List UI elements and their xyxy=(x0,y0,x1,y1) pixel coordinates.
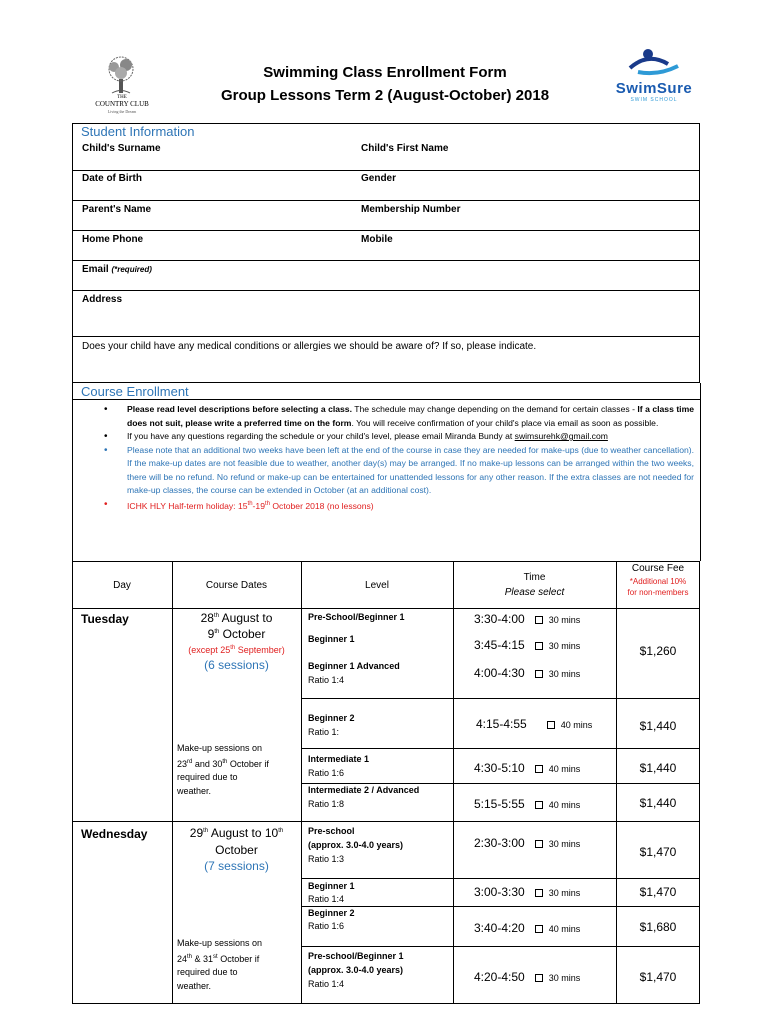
tuesday-group-fee: $1,260 xyxy=(639,644,677,658)
membership-number-label[interactable]: Membership Number xyxy=(361,204,461,215)
gender-label[interactable]: Gender xyxy=(361,173,397,184)
col-time-sub: Please select xyxy=(504,587,565,598)
ratio-label: Ratio 1:3 xyxy=(308,854,345,864)
logo-the: THE xyxy=(117,95,127,100)
level-label: Beginner 1 xyxy=(308,881,355,891)
wed-sessions: (7 sessions) xyxy=(204,859,269,873)
medical-question[interactable]: Does your child have any medical conditions or allergies we should be aware of? If so, please indicate. xyxy=(82,341,537,352)
contact-email-link[interactable]: swimsurehk@gmail.com xyxy=(514,431,608,441)
note-makeup: • Please note that an additional two weeks have been left at the end of the course in case they are needed for make-ups (due to weather cancellation). If the make-up dates are not feasible due to weather, another day(s) may be arranged. If no make-up lessons can be arranged within the two weeks, there will be no refund. No refund or make-up can be entertained for unattended lessons for any other reason. If the extra classes are not needed for make-up classes, the course can be extended in October (at an additional cost). xyxy=(82,444,694,498)
time-checkbox[interactable] xyxy=(535,765,543,773)
time-slot[interactable]: 3:40-4:20 40 mins xyxy=(474,921,581,935)
col-level: Level xyxy=(365,580,389,591)
level-sub: (approx. 3.0-4.0 years) xyxy=(308,965,404,975)
level-label: Beginner 2 xyxy=(308,908,355,918)
level-label: Beginner 2 xyxy=(308,713,355,723)
time-slot[interactable]: 4:30-5:10 40 mins xyxy=(474,761,581,775)
country-club-logo xyxy=(92,55,152,117)
course-enrollment-heading: Course Enrollment xyxy=(81,384,189,399)
level-label: Intermediate 1 xyxy=(308,754,370,764)
form-subtitle: Group Lessons Term 2 (August-October) 2018 xyxy=(220,87,550,104)
fee: $1,440 xyxy=(639,761,677,775)
time-slot[interactable]: 3:45-4:15 30 mins xyxy=(474,638,581,652)
wed-makeup: Make-up sessions on 24th & 31st October if required due to weather. xyxy=(177,938,263,991)
student-info-heading: Student Information xyxy=(81,124,195,139)
level-label: Beginner 1 Advanced xyxy=(308,661,400,671)
level-label: Pre-school xyxy=(308,826,355,836)
level-label: Intermediate 2 / Advanced xyxy=(308,785,420,795)
parents-name-label[interactable]: Parent's Name xyxy=(82,204,152,215)
ratio-label: Ratio 1:4 xyxy=(308,979,345,989)
email-label[interactable]: Email (*required) xyxy=(82,264,152,275)
time-checkbox[interactable] xyxy=(535,801,543,809)
form-title: Swimming Class Enrollment Form xyxy=(263,64,507,81)
tue-dates-line2: 9th October xyxy=(207,627,266,641)
logo-country-club: COUNTRY CLUB xyxy=(95,100,149,108)
childs-surname-label[interactable]: Child's Surname xyxy=(82,143,161,154)
course-notes xyxy=(82,403,694,513)
time-checkbox[interactable] xyxy=(535,974,543,982)
tue-dates-line1: 28th August to xyxy=(200,611,273,625)
level-label: Beginner 1 xyxy=(308,634,355,644)
col-time: Time xyxy=(523,572,546,583)
fee: $1,440 xyxy=(639,719,677,733)
time-slot[interactable]: 5:15-5:55 40 mins xyxy=(474,797,581,811)
level-label: Pre-School/Beginner 1 xyxy=(308,612,405,622)
fee: $1,470 xyxy=(639,845,677,859)
col-fee-sub: *Additional 10% for non-members xyxy=(627,577,689,597)
time-checkbox[interactable] xyxy=(535,670,543,678)
tue-sessions: (6 sessions) xyxy=(204,658,269,672)
level-label: Pre-school/Beginner 1 xyxy=(308,951,404,961)
ratio-label: Ratio 1:4 xyxy=(308,894,345,904)
tue-makeup: Make-up sessions on 23rd and 30th October if required due to weather. xyxy=(177,743,269,796)
time-slot[interactable]: 3:00-3:30 30 mins xyxy=(474,885,581,899)
note-level: • Please read level descriptions before selecting a class. The schedule may change depending on the demand for certain classes - If a class time does not suit, please write a preferred time on the form. You will receive confirmation of your child's place via email as soon as possible. xyxy=(82,403,694,430)
time-slot[interactable]: 4:15-4:55 40 mins xyxy=(476,717,593,731)
fee: $1,440 xyxy=(639,796,677,810)
ratio-label: Ratio 1: xyxy=(308,727,340,737)
time-checkbox[interactable] xyxy=(547,721,555,729)
time-slot[interactable]: 4:20-4:50 30 mins xyxy=(474,970,581,984)
wed-dates-line2: October xyxy=(215,843,258,857)
col-day: Day xyxy=(113,580,131,591)
fee: $1,470 xyxy=(639,970,677,984)
fee: $1,470 xyxy=(639,885,677,899)
ratio-label: Ratio 1:4 xyxy=(308,675,345,685)
swimsure-logo xyxy=(608,42,700,104)
time-checkbox[interactable] xyxy=(535,925,543,933)
fee: $1,680 xyxy=(639,920,677,934)
time-checkbox[interactable] xyxy=(535,840,543,848)
day-tuesday: Tuesday xyxy=(81,612,129,626)
time-checkbox[interactable] xyxy=(535,616,543,624)
note-contact: • If you have any questions regarding the schedule or your child's level, please email Miranda Bundy at swimsurehk@gmail.com xyxy=(82,430,694,444)
address-label[interactable]: Address xyxy=(82,294,123,305)
time-slot[interactable]: 4:00-4:30 30 mins xyxy=(474,666,581,680)
swimsure-sub: SWIM SCHOOL xyxy=(630,97,678,103)
time-slot[interactable]: 2:30-3:00 30 mins xyxy=(474,836,581,850)
col-fee: Course Fee xyxy=(631,563,685,574)
ratio-label: Ratio 1:8 xyxy=(308,799,345,809)
ratio-label: Ratio 1:6 xyxy=(308,921,345,931)
ratio-label: Ratio 1:6 xyxy=(308,768,345,778)
col-dates: Course Dates xyxy=(205,580,268,591)
mobile-label[interactable]: Mobile xyxy=(361,234,393,245)
home-phone-label[interactable]: Home Phone xyxy=(82,234,144,245)
childs-first-name-label[interactable]: Child's First Name xyxy=(361,143,449,154)
wed-dates-line1: 29th August to 10th xyxy=(189,826,284,840)
day-wednesday: Wednesday xyxy=(81,827,148,841)
dob-label[interactable]: Date of Birth xyxy=(82,173,142,184)
logo-tagline: Living the Dream xyxy=(107,109,137,114)
time-checkbox[interactable] xyxy=(535,642,543,650)
tue-except: (except 25th September) xyxy=(188,645,285,655)
time-checkbox[interactable] xyxy=(535,889,543,897)
level-sub: (approx. 3.0-4.0 years) xyxy=(308,840,404,850)
note-holiday: • ICHK HLY Half-term holiday: 15th-19th October 2018 (no lessons) xyxy=(82,498,694,513)
swimsure-wordmark: SwimSure xyxy=(615,80,693,97)
time-slot[interactable]: 3:30-4:00 30 mins xyxy=(474,612,581,626)
